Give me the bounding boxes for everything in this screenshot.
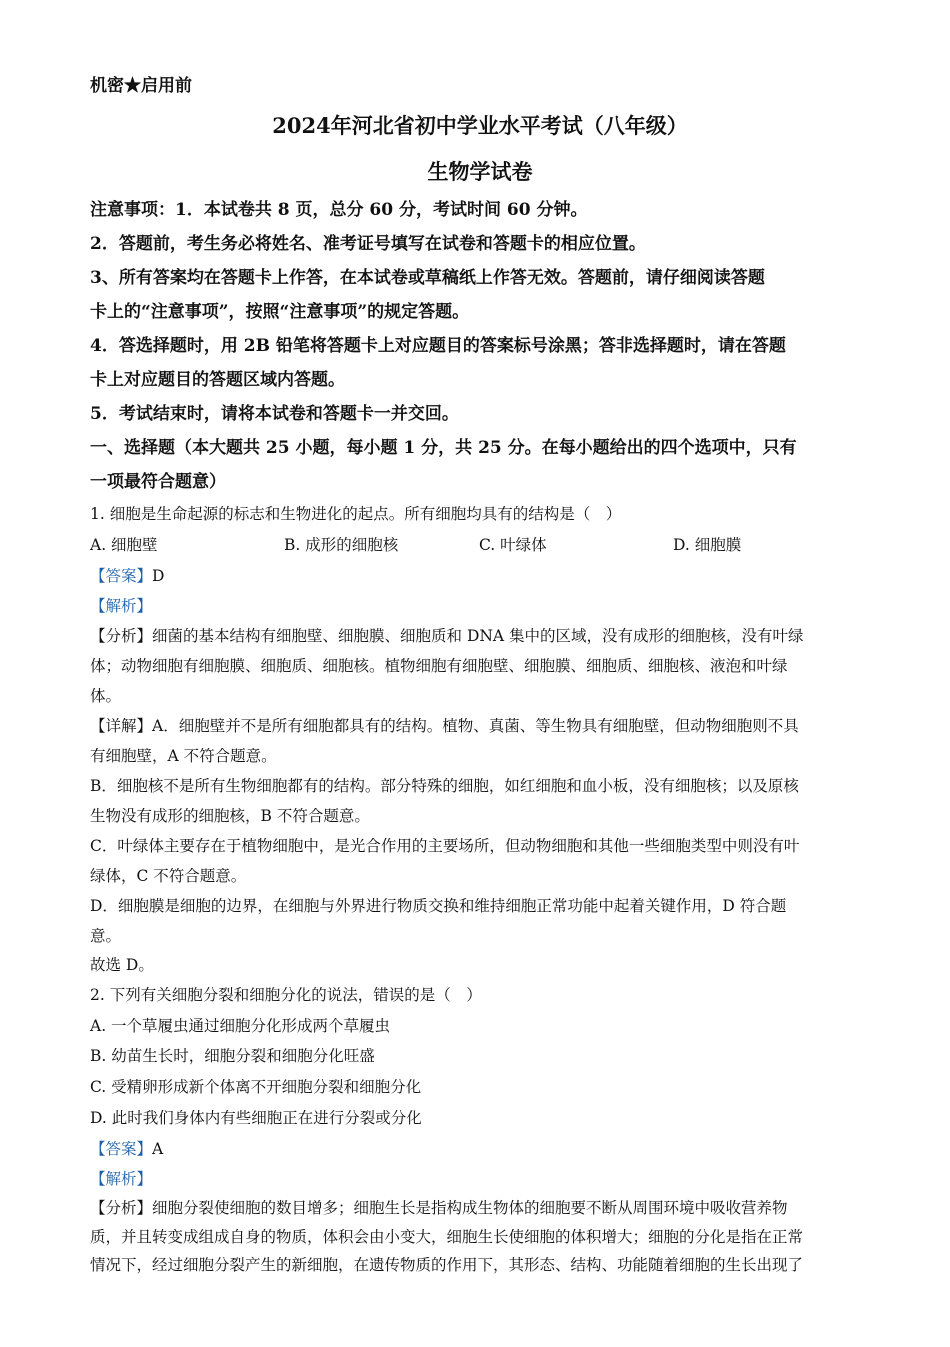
detail-line <box>90 716 799 736</box>
analysis-text: 细胞分裂使细胞的数目增多；细胞生长是指构成生物体的细胞要不断从周围环境中吸收营养物 <box>152 1199 788 1217</box>
xiangjie-tag: 【详解】 <box>90 717 153 735</box>
detail-line: B．细胞核不是所有生物细胞都有的结构。部分特殊的细胞，如红细胞和血小板，没有细胞核；以及原核 <box>90 777 799 795</box>
answer-tag: 【答案】 <box>90 567 153 585</box>
detail-text: A．细胞壁并不是所有细胞都具有的结构。植物、真菌、等生物具有细胞壁，但动物细胞则不具 <box>152 717 799 735</box>
note-line: 3、所有答案均在答题卡上作答，在本试卷或草稿纸上作答无效。答题前，请仔细阅读答题 <box>90 268 765 288</box>
answer-line <box>90 566 164 586</box>
answer-line <box>90 1139 163 1159</box>
question-stem: 1. 细胞是生命起源的标志和生物进化的起点。所有细胞均具有的结构是（ ） <box>90 505 622 523</box>
option-c: C. 受精卵形成新个体离不开细胞分裂和细胞分化 <box>90 1078 422 1096</box>
answer-tag: 【答案】 <box>90 1140 153 1158</box>
exam-subtitle: 生物学试卷 <box>427 159 533 184</box>
detail-line: D．细胞膜是细胞的边界，在细胞与外界进行物质交换和维持细胞正常功能中起着关键作用，D 符合题 <box>90 897 787 915</box>
detail-line: 生物没有成形的细胞核，B 不符合题意。 <box>90 807 370 825</box>
note-line: 卡上对应题目的答题区域内答题。 <box>90 370 345 390</box>
detail-line: C．叶绿体主要存在于植物细胞中，是光合作用的主要场所，但动物细胞和其他一些细胞类型中则没有叶 <box>90 837 800 855</box>
note-line: 2．答题前，考生务必将姓名、准考证号填写在试卷和答题卡的相应位置。 <box>90 234 646 254</box>
section-heading: 一、选择题（本大题共 25 小题，每小题 1 分，共 25 分。在每小题给出的四个选项中，只有 <box>90 438 797 458</box>
section-heading: 一项最符合题意） <box>90 472 226 492</box>
note-line: 4．答选择题时，用 2B 铅笔将答题卡上对应题目的答案标号涂黑；答非选择题时，请在答题 <box>90 336 786 356</box>
answer-value: D <box>152 567 165 585</box>
option-d: D. 此时我们身体内有些细胞正在进行分裂或分化 <box>90 1109 422 1127</box>
analysis-line: 体；动物细胞有细胞膜、细胞质、细胞核。植物细胞有细胞壁、细胞膜、细胞质、细胞核、液泡和叶绿 <box>90 657 788 675</box>
question-stem: 2. 下列有关细胞分裂和细胞分化的说法，错误的是（ ） <box>90 986 482 1004</box>
note-line: 卡上的“注意事项”，按照“注意事项”的规定答题。 <box>90 302 470 322</box>
analysis-line <box>90 626 804 646</box>
option-c: C. 叶绿体 <box>479 536 547 554</box>
note-line: 注意事项：1．本试卷共 8 页，总分 60 分，考试时间 60 分钟。 <box>90 200 588 220</box>
answer-value: A <box>152 1140 164 1158</box>
analysis-line: 质，并且转变成组成自身的物质，体积会由小变大，细胞生长使细胞的体积增大；细胞的分化是指在正常 <box>90 1228 804 1246</box>
note-line: 5．考试结束时，请将本试卷和答题卡一并交回。 <box>90 404 459 424</box>
confidential-label: 机密★启用前 <box>90 76 192 96</box>
analysis-line: 情况下，经过细胞分裂产生的新细胞，在遗传物质的作用下，其形态、结构、功能随着细胞的生长出现了 <box>90 1256 804 1274</box>
detail-line: 意。 <box>90 927 122 945</box>
fenxi-tag: 【分析】 <box>90 627 153 645</box>
option-b: B. 成形的细胞核 <box>284 536 399 554</box>
option-b: B. 幼苗生长时，细胞分裂和细胞分化旺盛 <box>90 1047 375 1065</box>
analysis-text: 细菌的基本结构有细胞壁、细胞膜、细胞质和 DNA 集中的区域，没有成形的细胞核，没有叶绿 <box>152 627 804 645</box>
exam-title: 2024年河北省初中学业水平考试（八年级） <box>272 113 688 138</box>
analysis-tag: 【解析】 <box>90 1170 153 1188</box>
option-a: A. 细胞壁 <box>90 536 158 554</box>
option-d: D. 细胞膜 <box>673 536 742 554</box>
detail-line: 有细胞壁，A 不符合题意。 <box>90 747 277 765</box>
analysis-line <box>90 1198 788 1218</box>
detail-line: 故选 D。 <box>90 956 154 974</box>
fenxi-tag: 【分析】 <box>90 1199 153 1217</box>
analysis-line: 体。 <box>90 687 122 705</box>
option-a: A. 一个草履虫通过细胞分化形成两个草履虫 <box>90 1017 391 1035</box>
detail-line: 绿体，C 不符合题意。 <box>90 867 247 885</box>
analysis-tag: 【解析】 <box>90 597 153 615</box>
